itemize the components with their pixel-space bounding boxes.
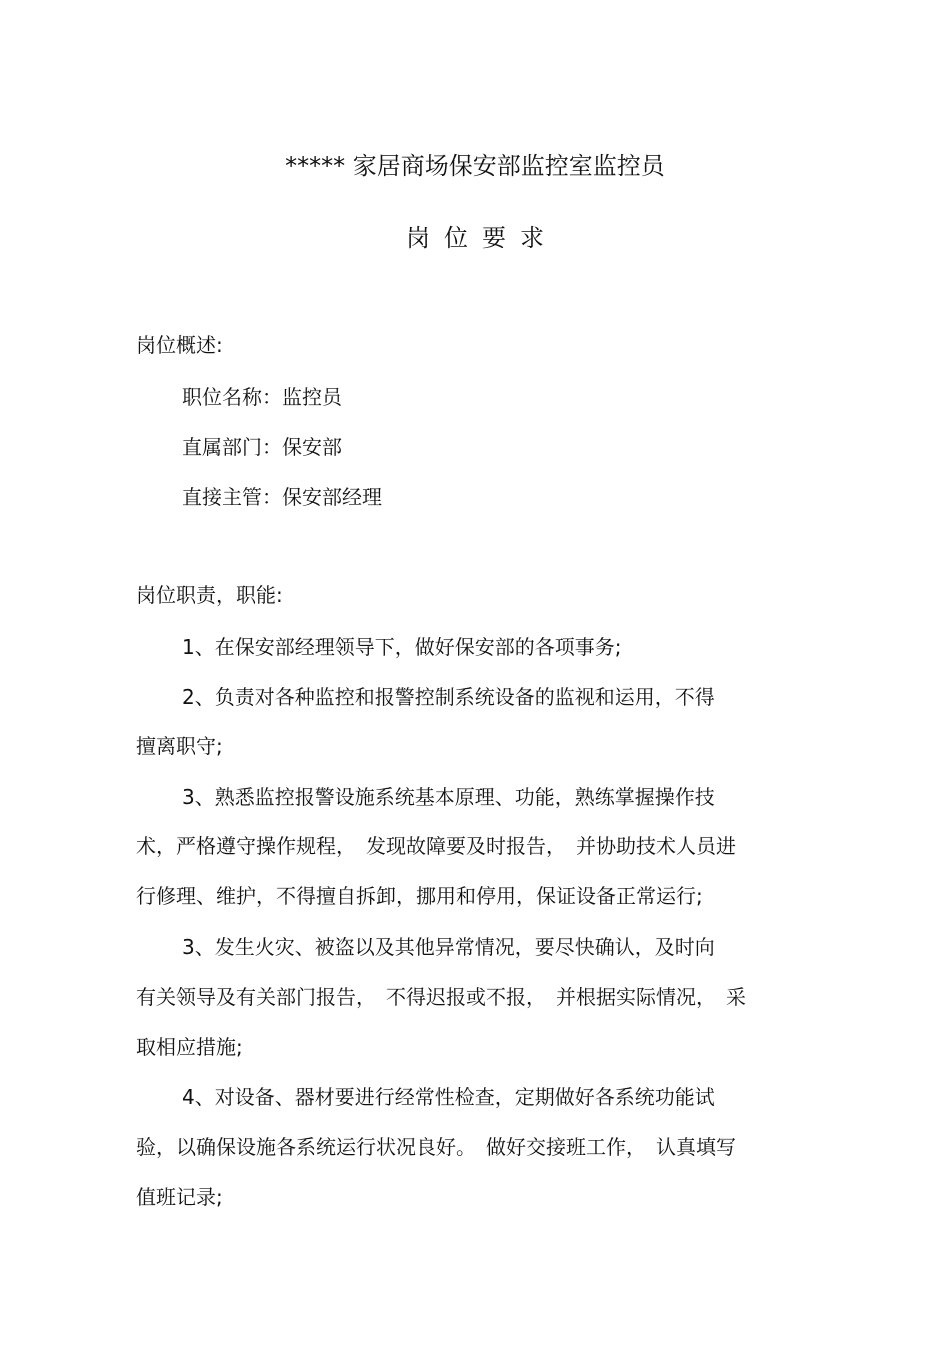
duty-line: 有关领导及有关部门报告， 不得迟报或不报， 并根据实际情况， 采	[136, 985, 746, 1009]
duty-line: 取相应措施;	[136, 1035, 243, 1059]
duty-line: 4、对设备、器材要进行经常性检查，定期做好各系统功能试	[182, 1085, 715, 1109]
duty-line: 验，以确保设施各系统运行状况良好。 做好交接班工作， 认真填写	[136, 1135, 736, 1159]
duty-line: 值班记录;	[136, 1185, 223, 1209]
overview-item-position: 职位名称：监控员	[182, 385, 342, 409]
duty-line: 擅离职守;	[136, 734, 223, 758]
document-title: ***** 家居商场保安部监控室监控员	[285, 152, 665, 180]
duty-line: 3、发生火灾、被盗以及其他异常情况，要尽快确认，及时向	[182, 935, 715, 959]
duty-line: 1、在保安部经理领导下，做好保安部的各项事务;	[182, 635, 622, 659]
overview-item-department: 直属部门：保安部	[182, 435, 342, 459]
duty-line: 术，严格遵守操作规程， 发现故障要及时报告， 并协助技术人员进	[136, 834, 736, 858]
duty-line: 3、熟悉监控报警设施系统基本原理、功能，熟练掌握操作技	[182, 785, 715, 809]
overview-item-supervisor: 直接主管：保安部经理	[182, 485, 382, 509]
document-subtitle: 岗位要求	[406, 224, 558, 252]
overview-heading: 岗位概述:	[136, 333, 223, 357]
duties-heading: 岗位职责，职能:	[136, 583, 283, 607]
duty-line: 2、负责对各种监控和报警控制系统设备的监视和运用，不得	[182, 685, 715, 709]
duty-line: 行修理、维护，不得擅自拆卸，挪用和停用，保证设备正常运行;	[136, 884, 703, 908]
